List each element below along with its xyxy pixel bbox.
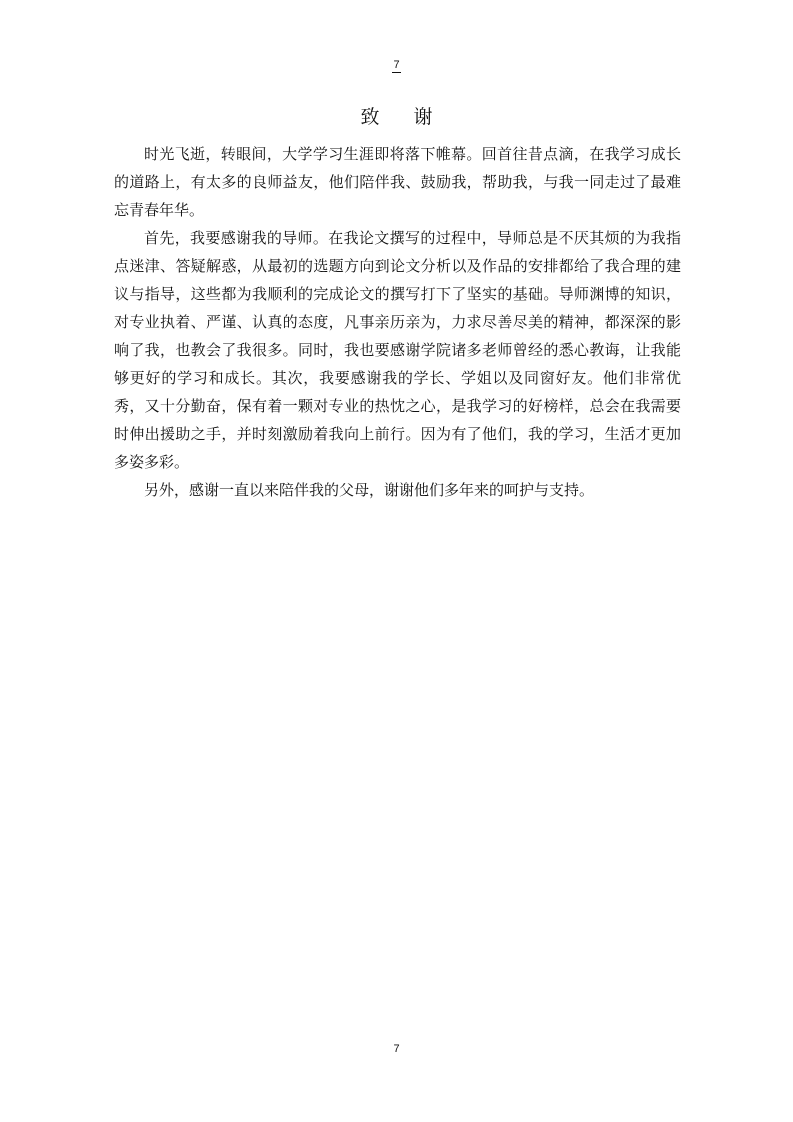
page-title: 致 谢 (360, 106, 447, 128)
header-page-number-text: 7 (393, 59, 400, 71)
footer-page-number: 7 (393, 1043, 400, 1055)
paragraph: 时光飞逝，转眼间，大学学习生涯即将落下帷幕。回首往昔点滴，在我学习成长的道路上，有太多的良师益友，他们陪伴我、鼓励我，帮助我，与我一同走过了最难忘青春年华。 (114, 145, 681, 219)
body-text (114, 140, 681, 504)
header-page-number (0, 58, 793, 73)
paragraph: 另外，感谢一直以来陪伴我的父母，谢谢他们多年来的呵护与支持。 (144, 481, 595, 499)
paragraph: 首先，我要感谢我的导师。在我论文撰写的过程中，导师总是不厌其烦的为我指点迷津、答疑解惑，从最初的选题方向到论文分析以及作品的安排都给了我合理的建议与指导，这些都为我顺利的完成论文的撰写打下了坚实的基础。导师渊博的知识，对专业执着、严谨、认真的态度，凡事亲历亲为，力求尽善尽美的精神，都深深的影响了我，也教会了我很多。同时，我也要感谢学院诸多老师曾经的悉心教诲，让我能够更好的学习和成长。其次，我要感谢我的学长、学姐以及同窗好友。他们非常优秀，又十分勤奋，保有着一颗对专业的热忱之心，是我学习的好榜样，总会在我需要时伸出援助之手，并时刻激励着我向上前行。因为有了他们，我的学习，生活才更加多姿多彩。 (114, 229, 681, 471)
